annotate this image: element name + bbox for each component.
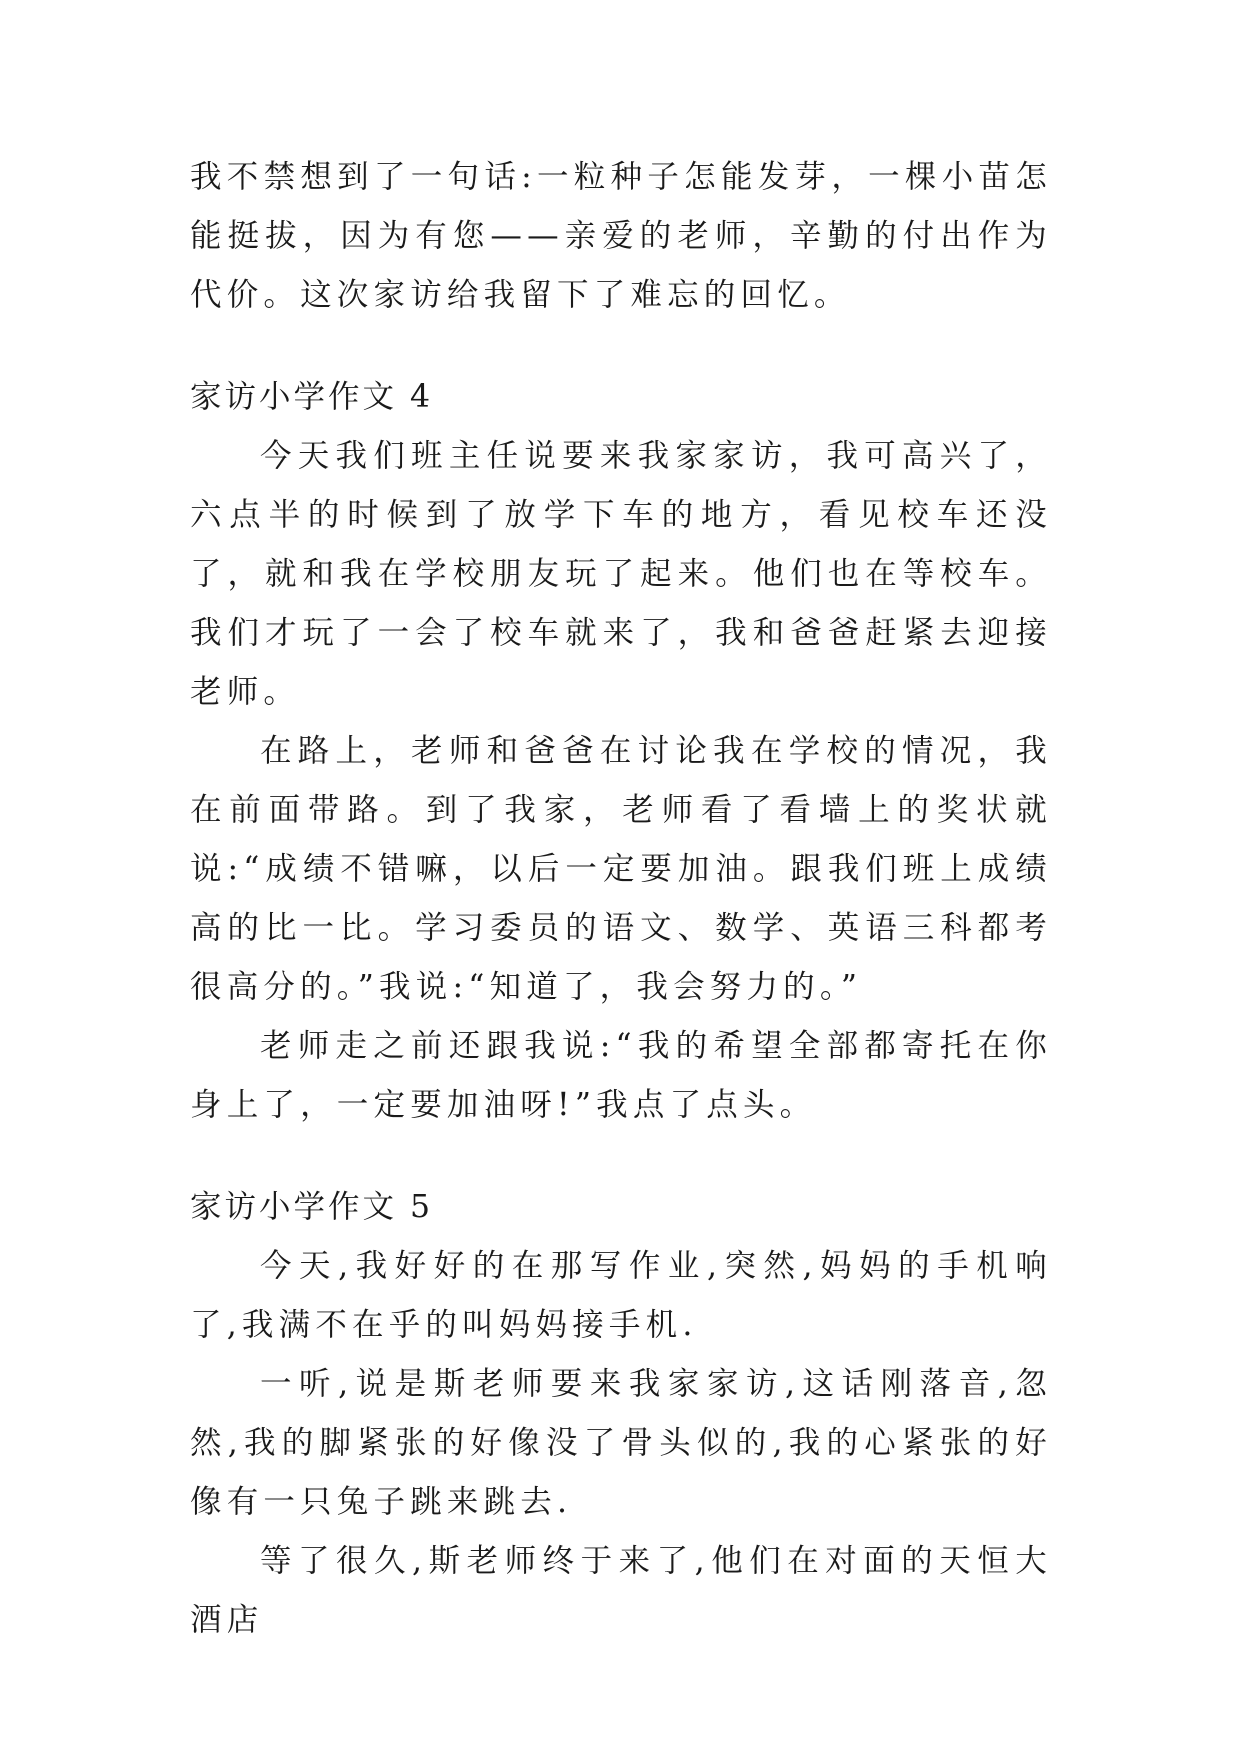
intro-paragraph: 我不禁想到了一句话:一粒种子怎能发芽，一棵小苗怎能挺拔，因为有您——亲爱的老师，辛勤的付出作为代价。这次家访给我留下了难忘的回忆。 [190,159,1052,313]
essay-5-paragraph-1: 今天,我好好的在那写作业,突然,妈妈的手机响了,我满不在乎的叫妈妈接手机. [190,1248,1052,1343]
essay-5-title: 家访小学作文 5 [190,1189,434,1225]
essay-5-paragraph-3: 等了很久,斯老师终于来了,他们在对面的天恒大酒店 [190,1543,1052,1638]
essay-4-title: 家访小学作文 4 [190,379,434,415]
essay-4-paragraph-1: 今天我们班主任说要来我家家访，我可高兴了，六点半的时候到了放学下车的地方，看见校车还没了，就和我在学校朋友玩了起来。他们也在等校车。我们才玩了一会了校车就来了，我和爸爸赶紧去迎接老师。 [190,438,1052,710]
essay-4-paragraph-3: 老师走之前还跟我说:“我的希望全部都寄托在你身上了，一定要加油呀!”我点了点头。 [190,1028,1052,1123]
document-page [190,148,1052,1650]
essay-4-paragraph-2: 在路上，老师和爸爸在讨论我在学校的情况，我在前面带路。到了我家，老师看了看墙上的奖状就说:“成绩不错嘛，以后一定要加油。跟我们班上成绩高的比一比。学习委员的语文、数学、英语三科都考很高分的。”我说:“知道了，我会努力的。” [190,733,1052,1005]
essay-5-paragraph-2: 一听,说是斯老师要来我家家访,这话刚落音,忽然,我的脚紧张的好像没了骨头似的,我的心紧张的好像有一只兔子跳来跳去. [190,1366,1052,1520]
